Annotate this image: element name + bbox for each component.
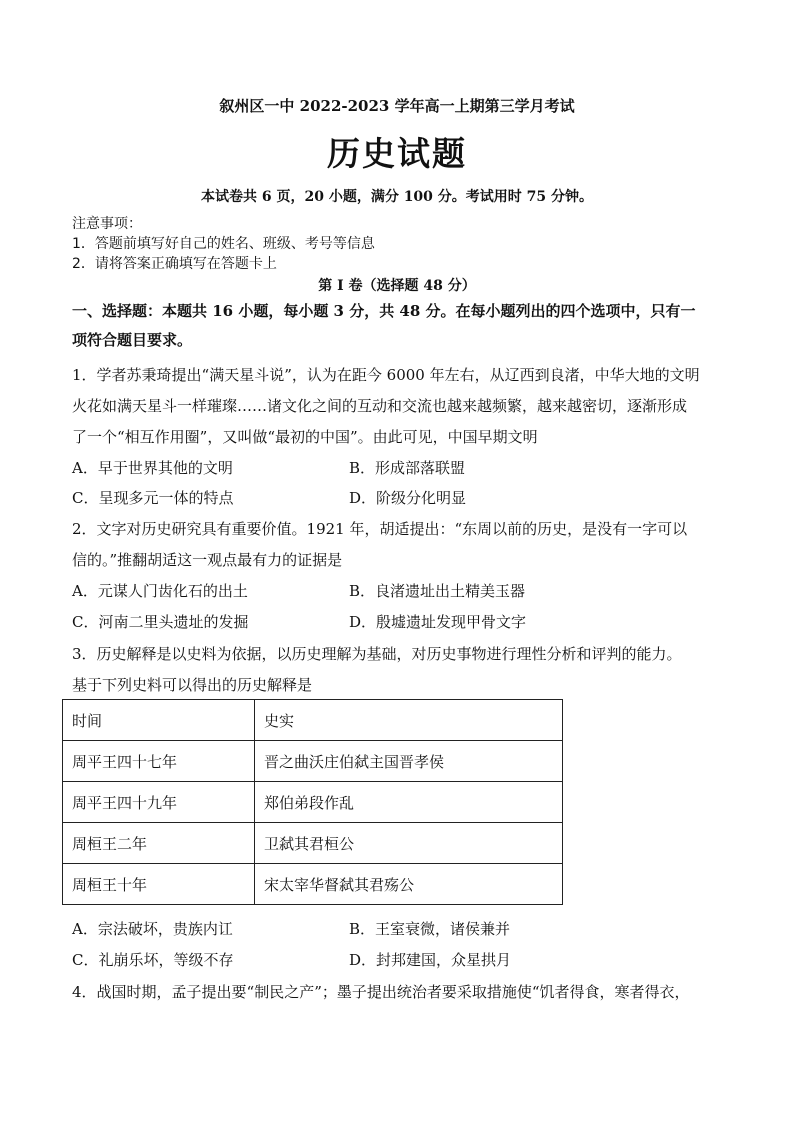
- question-3-option-b[interactable]: B．王室衰微，诸侯兼并: [349, 920, 511, 938]
- table-cell: 周平王四十九年: [63, 782, 255, 823]
- question-2-option-a[interactable]: A．元谋人门齿化石的出土: [72, 582, 248, 600]
- question-3-option-a[interactable]: A．宗法破坏，贵族内讧: [72, 920, 233, 938]
- question-4-text: 4．战国时期，孟子提出要“制民之产”；墨子提出统治者要采取措施使“饥者得食，寒者得衣，: [72, 983, 690, 1001]
- table-cell: 周桓王十年: [63, 864, 255, 905]
- question-3-option-d[interactable]: D．封邦建国，众星拱月: [349, 951, 512, 969]
- table-row: [63, 782, 563, 823]
- question-3-option-c[interactable]: C．礼崩乐坏，等级不存: [72, 951, 234, 969]
- table-row: [63, 864, 563, 905]
- page-title: 历史试题: [327, 134, 467, 173]
- notes-item: 1．答题前填写好自己的姓名、班级、考号等信息: [72, 236, 375, 252]
- question-1-text: 火花如满天星斗一样璀璨……诸文化之间的互动和交流也越来越频繁，越来越密切，逐渐形成: [72, 397, 688, 415]
- table-cell: 郑伯弟段作乱: [255, 782, 563, 823]
- question-1-option-a[interactable]: A．早于世界其他的文明: [72, 459, 233, 477]
- question-3-text: 3．历史解释是以史料为依据，以历史理解为基础，对历史事物进行理性分析和评判的能力。: [72, 645, 682, 663]
- table-header-row: [63, 700, 563, 741]
- table-cell: 卫弑其君桓公: [255, 823, 563, 864]
- section-instruction: 一、选择题：本题共 16 小题，每小题 3 分，共 48 分。在每小题列出的四个选项中，只有一: [72, 302, 696, 320]
- question-2-option-d[interactable]: D．殷墟遗址发现甲骨文字: [349, 613, 527, 631]
- table-row: [63, 823, 563, 864]
- table-row: [63, 741, 563, 782]
- table-cell: 周桓王二年: [63, 823, 255, 864]
- question-3-text: 基于下列史料可以得出的历史解释是: [72, 676, 313, 694]
- table-header-cell: 史实: [255, 700, 563, 741]
- table-header-cell: 时间: [63, 700, 255, 741]
- section-title: 第 I 卷（选择题 48 分）: [318, 278, 476, 294]
- question-1-option-c[interactable]: C．呈现多元一体的特点: [72, 489, 234, 507]
- question-1-text: 1．学者苏秉琦提出“满天星斗说”，认为在距今 6000 年左右，从辽西到良渚，中华大地的文明: [72, 366, 700, 384]
- exam-subtitle: 叙州区一中 2022-2023 学年高一上期第三学月考试: [219, 97, 575, 115]
- table-cell: 晋之曲沃庄伯弑主国晋孝侯: [255, 741, 563, 782]
- question-1-option-b[interactable]: B．形成部落联盟: [349, 459, 466, 477]
- notes-item: 2．请将答案正确填写在答题卡上: [72, 256, 277, 272]
- table-cell: 宋太宰华督弑其君殇公: [255, 864, 563, 905]
- exam-info: 本试卷共 6 页，20 小题，满分 100 分。考试用时 75 分钟。: [200, 189, 594, 205]
- history-table: [62, 699, 563, 905]
- question-2-text: 2．文字对历史研究具有重要价值。1921 年，胡适提出：“东周以前的历史，是没有一字可以: [72, 520, 688, 538]
- question-2-option-b[interactable]: B．良渚遗址出土精美玉器: [349, 582, 526, 600]
- question-2-option-c[interactable]: C．河南二里头遗址的发掘: [72, 613, 249, 631]
- question-2-text: 信的。”推翻胡适这一观点最有力的证据是: [72, 551, 343, 569]
- table-cell: 周平王四十七年: [63, 741, 255, 782]
- section-instruction: 项符合题目要求。: [72, 331, 193, 349]
- question-1-text: 了一个“相互作用圈”，又叫做“最初的中国”。由此可见，中国早期文明: [72, 428, 538, 446]
- question-1-option-d[interactable]: D．阶级分化明显: [349, 489, 467, 507]
- notes-heading: 注意事项：: [72, 216, 142, 232]
